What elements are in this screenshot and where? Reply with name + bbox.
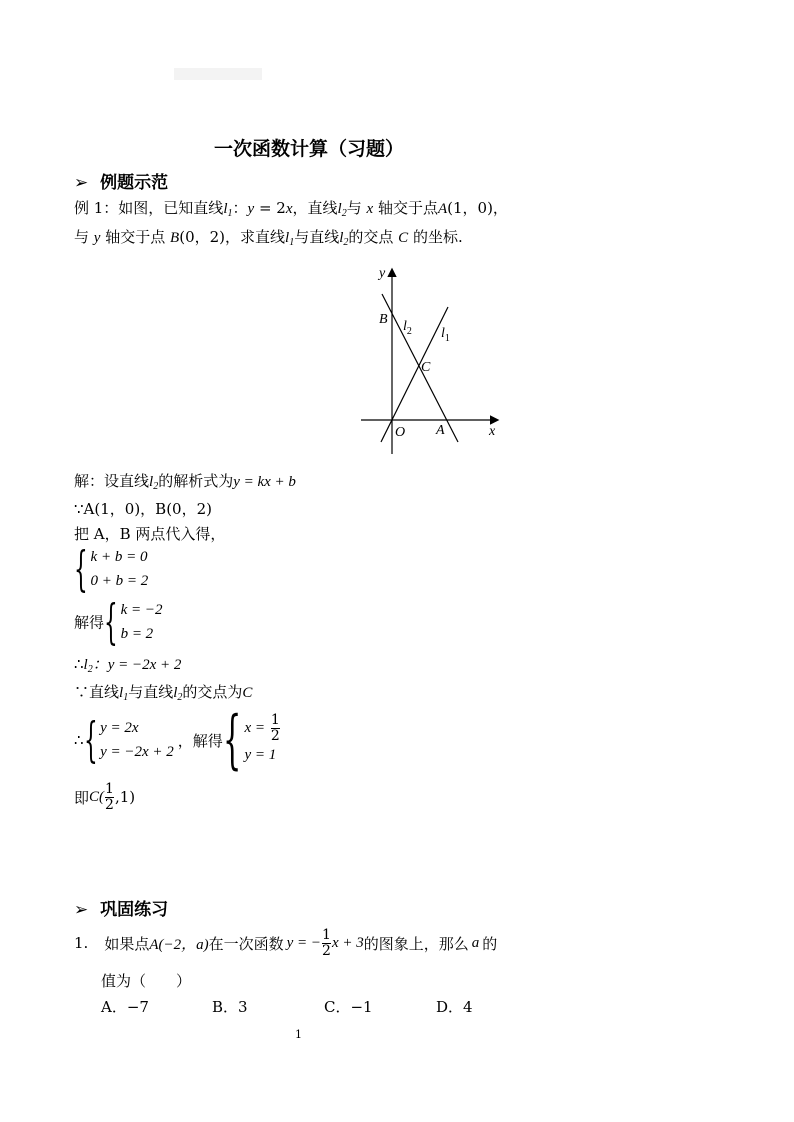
section-practice-label: 巩固练习	[100, 900, 169, 920]
equation-row: y = 2x	[100, 720, 139, 736]
problem-variable: a	[471, 934, 480, 951]
solution-text: 与直线	[128, 683, 174, 701]
solution-text: ,1)	[114, 788, 136, 807]
equation-row: y = 1	[244, 747, 277, 764]
example-text: ，直线	[292, 199, 338, 217]
example-text: 的交点	[348, 228, 394, 246]
x-axis-label: x	[489, 424, 496, 439]
problem-1-line-2: 值为（ ）	[101, 972, 192, 990]
problem-1: 1. 如果点 A(−2，a) 在一次函数 y = − $\frac{1}{2}$ x + 3 的图象上，那么 a 的	[74, 927, 498, 959]
arrow-bullet-icon: ➢	[74, 900, 89, 920]
l1-equation: y	[247, 201, 255, 217]
brace-icon: {	[74, 541, 88, 597]
section-practice	[74, 895, 168, 920]
solution-text: ，解得	[177, 731, 223, 750]
page-title: 一次函数计算（习题）	[214, 138, 405, 160]
example-text: 的坐标.	[412, 228, 463, 246]
example-text: (1，0)，	[447, 199, 508, 217]
option-d[interactable]: D．4	[436, 998, 473, 1016]
therefore-symbol: ∴	[74, 731, 84, 749]
header-blank	[174, 68, 262, 80]
section-example-label: 例题示范	[100, 173, 169, 193]
l2-symbol: $l_2$	[337, 201, 347, 219]
example-text: 轴交于点	[377, 199, 438, 217]
origin-label: O	[395, 425, 406, 440]
equation-row: k = −2	[120, 602, 163, 618]
solution-text: 的解析式为	[158, 472, 234, 490]
option-b[interactable]: B．3	[212, 998, 248, 1016]
solution-text: 解得	[74, 613, 105, 632]
solution-equation: ：y = −2x + 2	[92, 657, 182, 673]
coordinate-graph	[355, 262, 505, 457]
brace-icon: {	[83, 712, 98, 768]
problem-number: 1.	[74, 934, 89, 953]
solution-line-intersection: ∵直线$l_1$与直线$l_2$的交点为C	[74, 683, 253, 703]
example-line-2: 与 y 轴交于点 B(0，2)，求直线$l_1$与直线$l_2$的交点 C 的坐标.	[74, 228, 463, 248]
equation-row: b = 2	[120, 626, 154, 642]
example-text: 轴交于点	[105, 228, 166, 246]
point-c: C	[242, 685, 253, 701]
equation-system-3	[74, 703, 281, 777]
solution-line-l2: $\therefore l_2$：y = −2x + 2	[74, 655, 182, 675]
solution-line-1: 解：设直线$l_2$的解析式为y = kx + b	[74, 472, 296, 492]
problem-text: 在一次函数	[208, 934, 284, 953]
example-text: 与	[346, 199, 362, 217]
line-l1	[381, 307, 448, 442]
problem-text: 的图象上，那么	[363, 934, 469, 953]
option-c[interactable]: C．−1	[324, 998, 373, 1016]
section-example	[74, 168, 168, 193]
page-number: 1	[295, 1028, 302, 1041]
equation-system-1	[74, 541, 149, 597]
solution-text: 即	[74, 788, 90, 807]
solution-result: 即 C( $\frac{1}{2}$ ,1)	[74, 781, 136, 813]
equation-system-2	[74, 594, 163, 650]
problem-point: A(−2，a)	[149, 936, 209, 953]
example-text: 与直线	[294, 228, 340, 246]
l2-label: $l_2$	[403, 319, 412, 337]
option-a[interactable]: A．−7	[101, 998, 149, 1016]
point-a-label: A	[436, 423, 445, 438]
point-c: C(	[89, 788, 105, 805]
example-text: (0，2)，求直线	[179, 228, 286, 246]
point-c-label: C	[421, 360, 431, 375]
solution-text: 解：设直线	[74, 472, 150, 490]
example-text: 例 1：如图，已知直线	[74, 199, 224, 217]
brace-icon: {	[222, 703, 242, 777]
problem-text: 的	[482, 934, 498, 953]
l1-label: $l_1$	[441, 326, 450, 344]
brace-icon: {	[104, 594, 118, 650]
point-b-label: B	[379, 312, 388, 327]
solution-line-3: 把 A，B 两点代入得，	[74, 525, 226, 543]
solution-text: ∵直线	[74, 683, 120, 701]
equation-row: 0 + b = 2	[90, 573, 149, 589]
l1-symbol: $l_1$	[223, 201, 233, 219]
problem-text: 如果点	[104, 934, 150, 953]
example-line-1: 例 1：如图，已知直线$l_1$：y = 2x，直线$l_2$与 x 轴交于点A(1，0)，	[74, 199, 508, 219]
y-axis-label: y	[379, 266, 386, 281]
therefore-symbol: ∴	[74, 655, 84, 673]
equation-row: x = $\frac{1}{2}$	[244, 711, 280, 744]
example-text: 与	[74, 228, 90, 246]
arrow-bullet-icon: ➢	[74, 173, 89, 193]
equation-row: y = −2x + 2	[100, 744, 174, 760]
problem-equation: x + 3	[331, 934, 364, 951]
problem-equation: y = −	[286, 934, 322, 951]
solution-line-2: ∵A(1，0)，B(0，2)	[74, 500, 212, 518]
solution-text: 的交点为	[182, 683, 243, 701]
equation-row: k + b = 0	[90, 549, 148, 565]
solution-equation: y = kx + b	[233, 474, 296, 490]
